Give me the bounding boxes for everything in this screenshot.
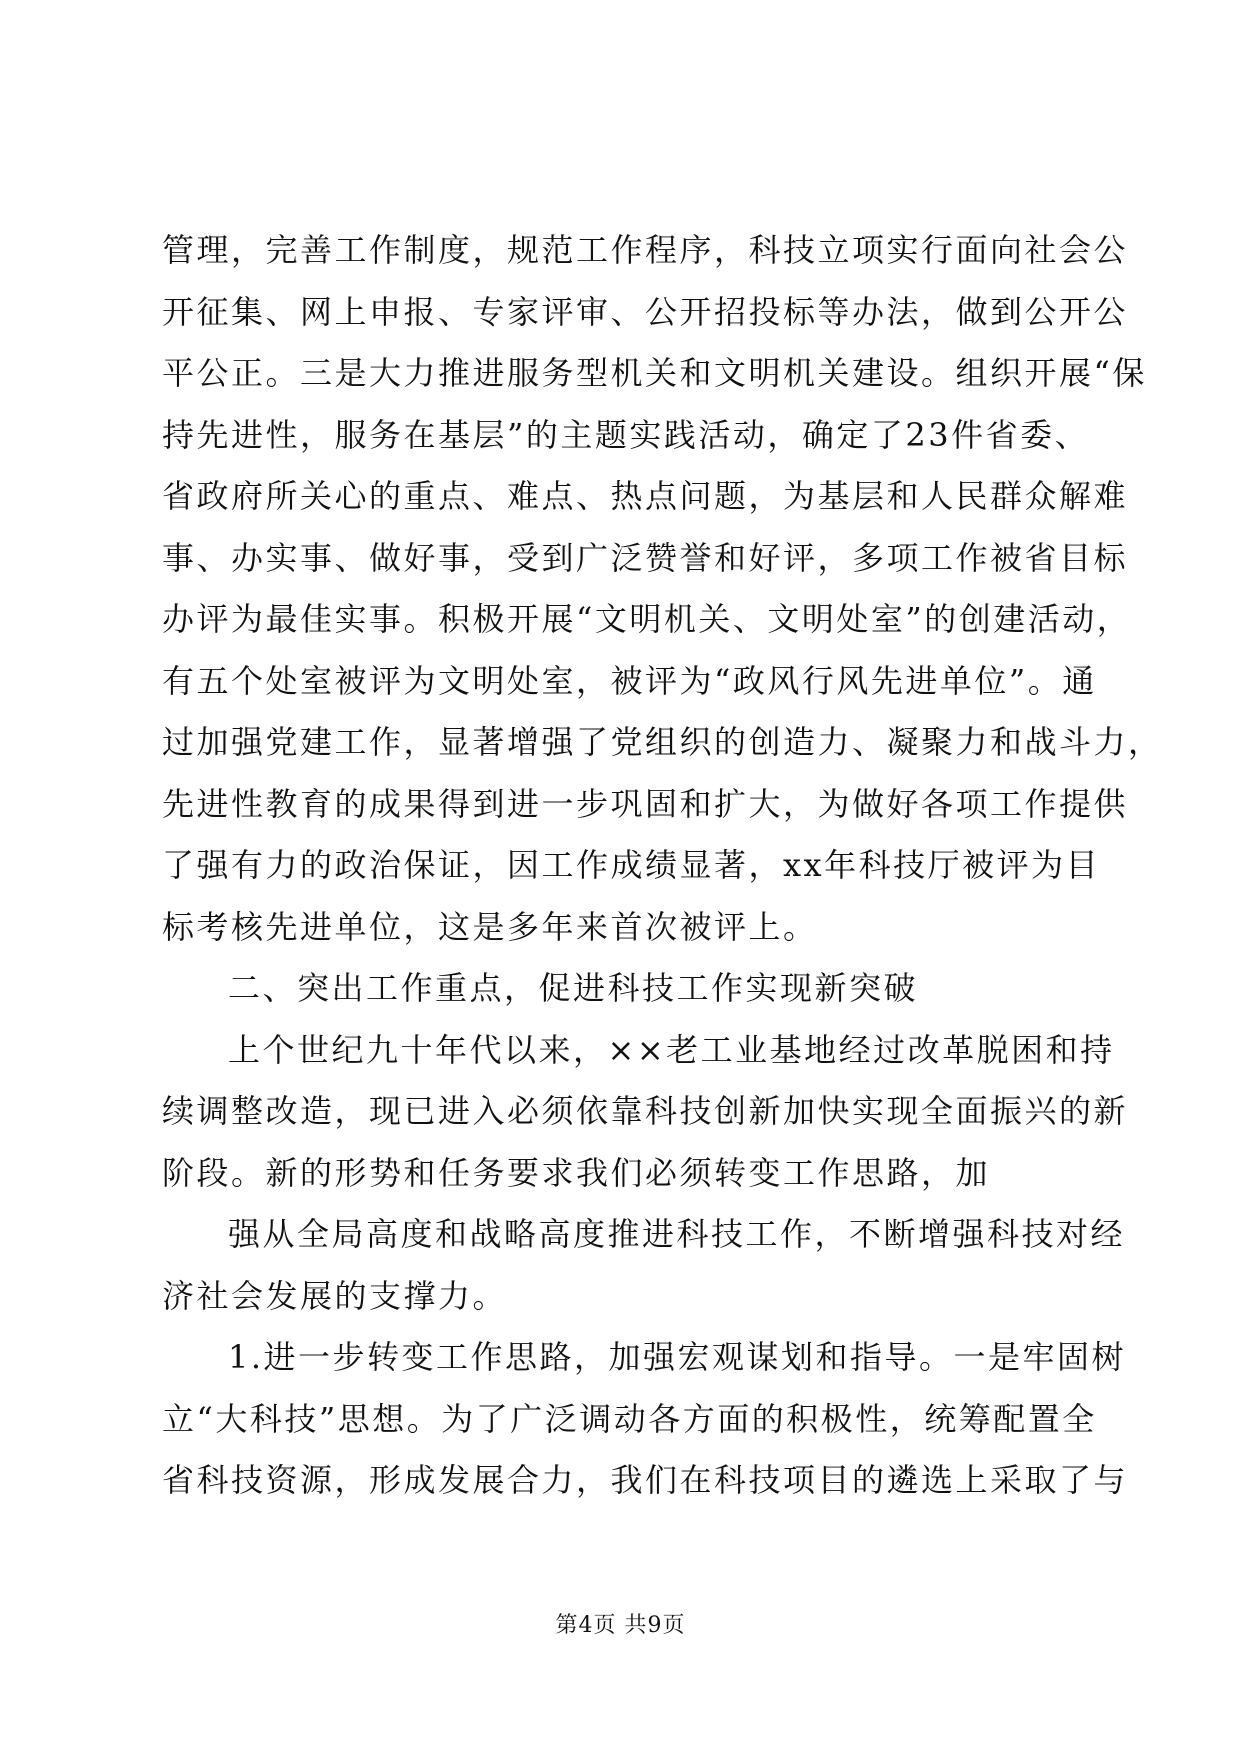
- section-heading: 二、突出工作重点，促进科技工作实现新突破: [228, 969, 919, 1007]
- text-line: 过加强党建工作，显著增强了党组织的创造力、凝聚力和战斗力，: [162, 723, 1163, 761]
- text-line: 了强有力的政治保证，因工作成绩显著，xx年科技厅被评为目: [162, 846, 1101, 884]
- text-line: 省科技资源，形成发展合力，我们在科技项目的遴选上采取了与: [162, 1461, 1129, 1499]
- text-line: 办评为最佳实事。积极开展“文明机关、文明处室”的创建活动，: [162, 600, 1132, 638]
- text-line: 立“大科技”思想。为了广泛调动各方面的积极性，统筹配置全: [162, 1399, 1097, 1438]
- document-body: [162, 220, 1163, 1512]
- text-line: 管理，完善工作制度，规范工作程序，科技立项实行面向社会公: [162, 231, 1129, 269]
- page-number: 第4页 共9页: [555, 1613, 686, 1638]
- text-line: 续调整改造，现已进入必须依靠科技创新加快实现全面振兴的新: [162, 1092, 1129, 1130]
- text-line: 开征集、网上申报、专家评审、公开招投标等办法，做到公开公: [162, 292, 1129, 331]
- text-line: 上个世纪九十年代以来，××老工业基地经过改革脱困和持: [228, 1030, 1115, 1069]
- text-line: 省政府所关心的重点、难点、热点问题，为基层和人民群众解难: [162, 477, 1129, 515]
- text-line: 强从全局高度和战略高度推进科技工作，不断增强科技对经: [228, 1215, 1126, 1253]
- text-line: 先进性教育的成果得到进一步巩固和扩大，为做好各项工作提供: [162, 784, 1129, 823]
- text-line: 平公正。三是大力推进服务型机关和文明机关建设。组织开展“保: [162, 354, 1147, 392]
- text-line: 阶段。新的形势和任务要求我们必须转变工作思路，加: [162, 1153, 991, 1192]
- text-line: 济社会发展的支撑力。: [162, 1276, 508, 1315]
- text-line: 1.进一步转变工作思路，加强宏观谋划和指导。一是牢固树: [228, 1338, 1127, 1376]
- text-line: 持先进性，服务在基层”的主题实践活动，确定了23件省委、: [162, 415, 1090, 454]
- text-line: 事、办实事、做好事，受到广泛赞誉和好评，多项工作被省目标: [162, 538, 1129, 577]
- text-line: 标考核先进单位，这是多年来首次被评上。: [162, 907, 818, 946]
- text-line: 有五个处室被评为文明处室，被评为“政风行风先进单位”。通: [162, 661, 1097, 700]
